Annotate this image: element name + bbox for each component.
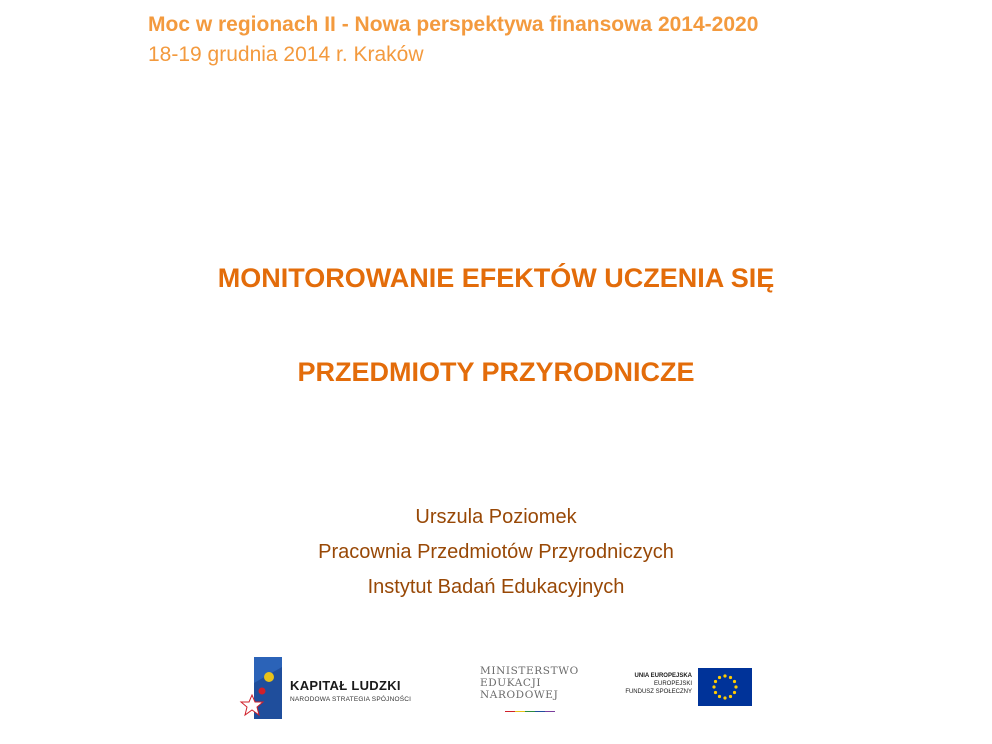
author-block: [0, 500, 992, 605]
slide-header: [148, 10, 948, 70]
conference-title: Moc w regionach II - Nowa perspektywa finansowa 2014-2020: [148, 13, 759, 36]
eu-logo: [610, 668, 760, 710]
kapital-ludzki-subtitle: NARODOWA STRATEGIA SPÓJNOŚCI: [290, 696, 412, 703]
conference-date: 18-19 grudnia 2014 r. Kraków: [148, 43, 424, 66]
ministerstwo-underline-icon: [480, 711, 580, 713]
ministerstwo-line2: EDUKACJI: [480, 677, 542, 689]
eu-line1: UNIA EUROPEJSKA: [634, 673, 692, 679]
eu-text: [610, 672, 692, 696]
author-department: Pracownia Przedmiotów Przyrodniczych: [318, 541, 674, 563]
eu-line2: EUROPEJSKI: [653, 681, 692, 687]
author-name: Urszula Poziomek: [415, 506, 577, 528]
author-institute: Instytut Badań Edukacyjnych: [367, 576, 625, 598]
ministerstwo-line3: NARODOWEJ: [480, 689, 559, 701]
presentation-title: MONITOROWANIE EFEKTÓW UCZENIA SIĘ: [217, 263, 775, 293]
kapital-ludzki-logo: [238, 657, 438, 719]
eu-line3: FUNDUSZ SPOŁECZNY: [625, 689, 692, 695]
kapital-ludzki-name: KAPITAŁ LUDZKI: [290, 678, 401, 693]
eu-flag-icon: [698, 668, 752, 706]
kapital-ludzki-emblem-icon: [238, 657, 284, 719]
presentation-subtitle: PRZEDMIOTY PRZYRODNICZE: [297, 357, 695, 387]
ministerstwo-line1: MINISTERSTWO: [480, 665, 579, 677]
ministerstwo-logo: [480, 665, 600, 717]
